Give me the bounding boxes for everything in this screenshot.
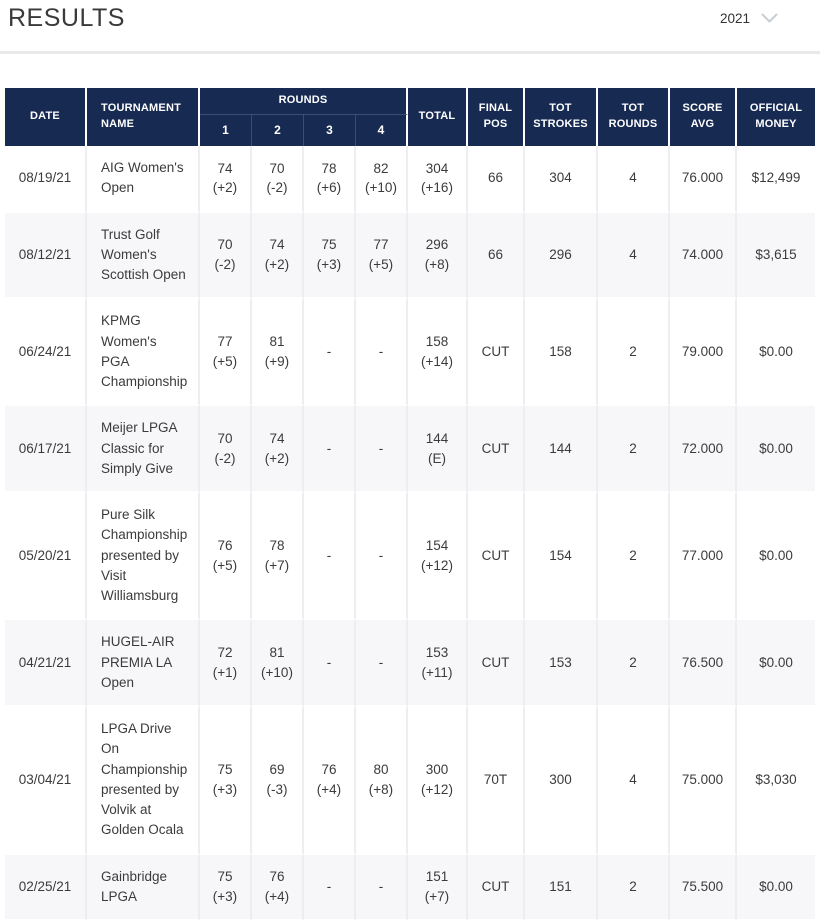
score-avg-cell: 79.000 (670, 299, 737, 406)
table-row (5, 299, 815, 406)
round-cell: 81 (+10) (252, 620, 304, 707)
round-cell: - (304, 620, 356, 707)
year-selector[interactable] (720, 11, 778, 26)
date-cell: 02/25/21 (5, 855, 87, 921)
year-value: 2021 (720, 11, 750, 26)
table-row (5, 493, 815, 620)
score-avg-cell: 75.500 (670, 855, 737, 921)
score-avg-cell: 77.000 (670, 493, 737, 620)
round-cell: 78 (+6) (304, 146, 356, 213)
total-cell: 304 (+16) (408, 146, 468, 213)
tournament-cell: KPMG Women's PGA Championship (87, 299, 200, 406)
tournament-cell: AIG Women's Open (87, 146, 200, 213)
tournament-cell: HUGEL-AIR PREMIA LA Open (87, 620, 200, 707)
column-header-score-avg: SCORE AVG (670, 88, 737, 146)
round-cell: - (356, 493, 408, 620)
round-cell: - (356, 299, 408, 406)
column-header-tot-strokes: TOT STROKES (525, 88, 598, 146)
results-table-body (5, 146, 815, 921)
tot-rounds-cell: 2 (598, 855, 670, 921)
round-cell: 80 (+8) (356, 707, 408, 855)
round-cell: 77 (+5) (356, 213, 408, 300)
round-cell: - (356, 855, 408, 921)
round-cell: 74 (+2) (252, 406, 304, 493)
score-avg-cell: 76.000 (670, 146, 737, 213)
final-pos-cell: CUT (468, 855, 525, 921)
final-pos-cell: CUT (468, 406, 525, 493)
date-cell: 03/04/21 (5, 707, 87, 855)
tot-strokes-cell: 158 (525, 299, 598, 406)
table-row (5, 707, 815, 855)
final-pos-cell: CUT (468, 493, 525, 620)
official-money-cell: $0.00 (737, 493, 815, 620)
page-title: RESULTS (8, 4, 125, 33)
total-cell: 158 (+14) (408, 299, 468, 406)
tot-strokes-cell: 300 (525, 707, 598, 855)
column-header-round-3: 3 (304, 115, 356, 146)
total-cell: 144 (E) (408, 406, 468, 493)
tournament-cell: Meijer LPGA Classic for Simply Give (87, 406, 200, 493)
results-table-header (5, 88, 815, 146)
round-cell: 70 (-2) (200, 406, 252, 493)
results-table-container (5, 88, 815, 921)
tot-rounds-cell: 2 (598, 493, 670, 620)
round-cell: 74 (+2) (200, 146, 252, 213)
column-header-total: TOTAL (408, 88, 468, 146)
tournament-cell: Trust Golf Women's Scottish Open (87, 213, 200, 300)
chevron-down-icon (761, 13, 778, 24)
total-cell: 300 (+12) (408, 707, 468, 855)
round-cell: 76 (+5) (200, 493, 252, 620)
tot-strokes-cell: 296 (525, 213, 598, 300)
column-header-tournament-name: TOURNAMENT NAME (87, 88, 200, 146)
round-cell: 75 (+3) (200, 707, 252, 855)
total-cell: 153 (+11) (408, 620, 468, 707)
total-cell: 151 (+7) (408, 855, 468, 921)
table-row (5, 146, 815, 213)
column-header-round-2: 2 (252, 115, 304, 146)
date-cell: 08/12/21 (5, 213, 87, 300)
round-cell: - (356, 406, 408, 493)
final-pos-cell: 66 (468, 213, 525, 300)
tot-rounds-cell: 2 (598, 299, 670, 406)
official-money-cell: $0.00 (737, 406, 815, 493)
round-cell: - (304, 299, 356, 406)
tot-rounds-cell: 4 (598, 213, 670, 300)
tournament-cell: Pure Silk Championship presented by Visit Williamsburg (87, 493, 200, 620)
score-avg-cell: 76.500 (670, 620, 737, 707)
round-cell: 77 (+5) (200, 299, 252, 406)
official-money-cell: $0.00 (737, 620, 815, 707)
tot-strokes-cell: 144 (525, 406, 598, 493)
table-row (5, 855, 815, 921)
round-cell: 75 (+3) (200, 855, 252, 921)
final-pos-cell: CUT (468, 620, 525, 707)
tot-rounds-cell: 4 (598, 707, 670, 855)
column-header-rounds-group: ROUNDS (200, 88, 408, 115)
round-cell: 70 (-2) (200, 213, 252, 300)
date-cell: 06/17/21 (5, 406, 87, 493)
tot-strokes-cell: 154 (525, 493, 598, 620)
round-cell: 74 (+2) (252, 213, 304, 300)
final-pos-cell: CUT (468, 299, 525, 406)
score-avg-cell: 72.000 (670, 406, 737, 493)
column-header-date: DATE (5, 88, 87, 146)
table-row (5, 620, 815, 707)
official-money-cell: $3,030 (737, 707, 815, 855)
round-cell: - (304, 493, 356, 620)
table-row (5, 213, 815, 300)
round-cell: - (304, 406, 356, 493)
round-cell: 78 (+7) (252, 493, 304, 620)
tot-strokes-cell: 153 (525, 620, 598, 707)
tot-rounds-cell: 2 (598, 620, 670, 707)
results-table (5, 88, 815, 921)
round-cell: 76 (+4) (252, 855, 304, 921)
round-cell: - (304, 855, 356, 921)
round-cell: - (356, 620, 408, 707)
tot-rounds-cell: 4 (598, 146, 670, 213)
column-header-round-4: 4 (356, 115, 408, 146)
final-pos-cell: 70T (468, 707, 525, 855)
official-money-cell: $0.00 (737, 299, 815, 406)
table-row (5, 406, 815, 493)
column-header-tot-rounds: TOT ROUNDS (598, 88, 670, 146)
final-pos-cell: 66 (468, 146, 525, 213)
round-cell: 81 (+9) (252, 299, 304, 406)
round-cell: 70 (-2) (252, 146, 304, 213)
tournament-cell: LPGA Drive On Championship presented by Volvik at Golden Ocala (87, 707, 200, 855)
tot-rounds-cell: 2 (598, 406, 670, 493)
round-cell: 76 (+4) (304, 707, 356, 855)
results-topbar (0, 0, 820, 54)
column-header-round-1: 1 (200, 115, 252, 146)
tournament-cell: Gainbridge LPGA (87, 855, 200, 921)
official-money-cell: $12,499 (737, 146, 815, 213)
total-cell: 296 (+8) (408, 213, 468, 300)
round-cell: 72 (+1) (200, 620, 252, 707)
total-cell: 154 (+12) (408, 493, 468, 620)
score-avg-cell: 75.000 (670, 707, 737, 855)
tot-strokes-cell: 151 (525, 855, 598, 921)
round-cell: 69 (-3) (252, 707, 304, 855)
tot-strokes-cell: 304 (525, 146, 598, 213)
date-cell: 04/21/21 (5, 620, 87, 707)
official-money-cell: $3,615 (737, 213, 815, 300)
round-cell: 75 (+3) (304, 213, 356, 300)
date-cell: 06/24/21 (5, 299, 87, 406)
score-avg-cell: 74.000 (670, 213, 737, 300)
round-cell: 82 (+10) (356, 146, 408, 213)
official-money-cell: $0.00 (737, 855, 815, 921)
date-cell: 05/20/21 (5, 493, 87, 620)
column-header-final-pos: FINAL POS (468, 88, 525, 146)
date-cell: 08/19/21 (5, 146, 87, 213)
column-header-official-money: OFFICIAL MONEY (737, 88, 815, 146)
